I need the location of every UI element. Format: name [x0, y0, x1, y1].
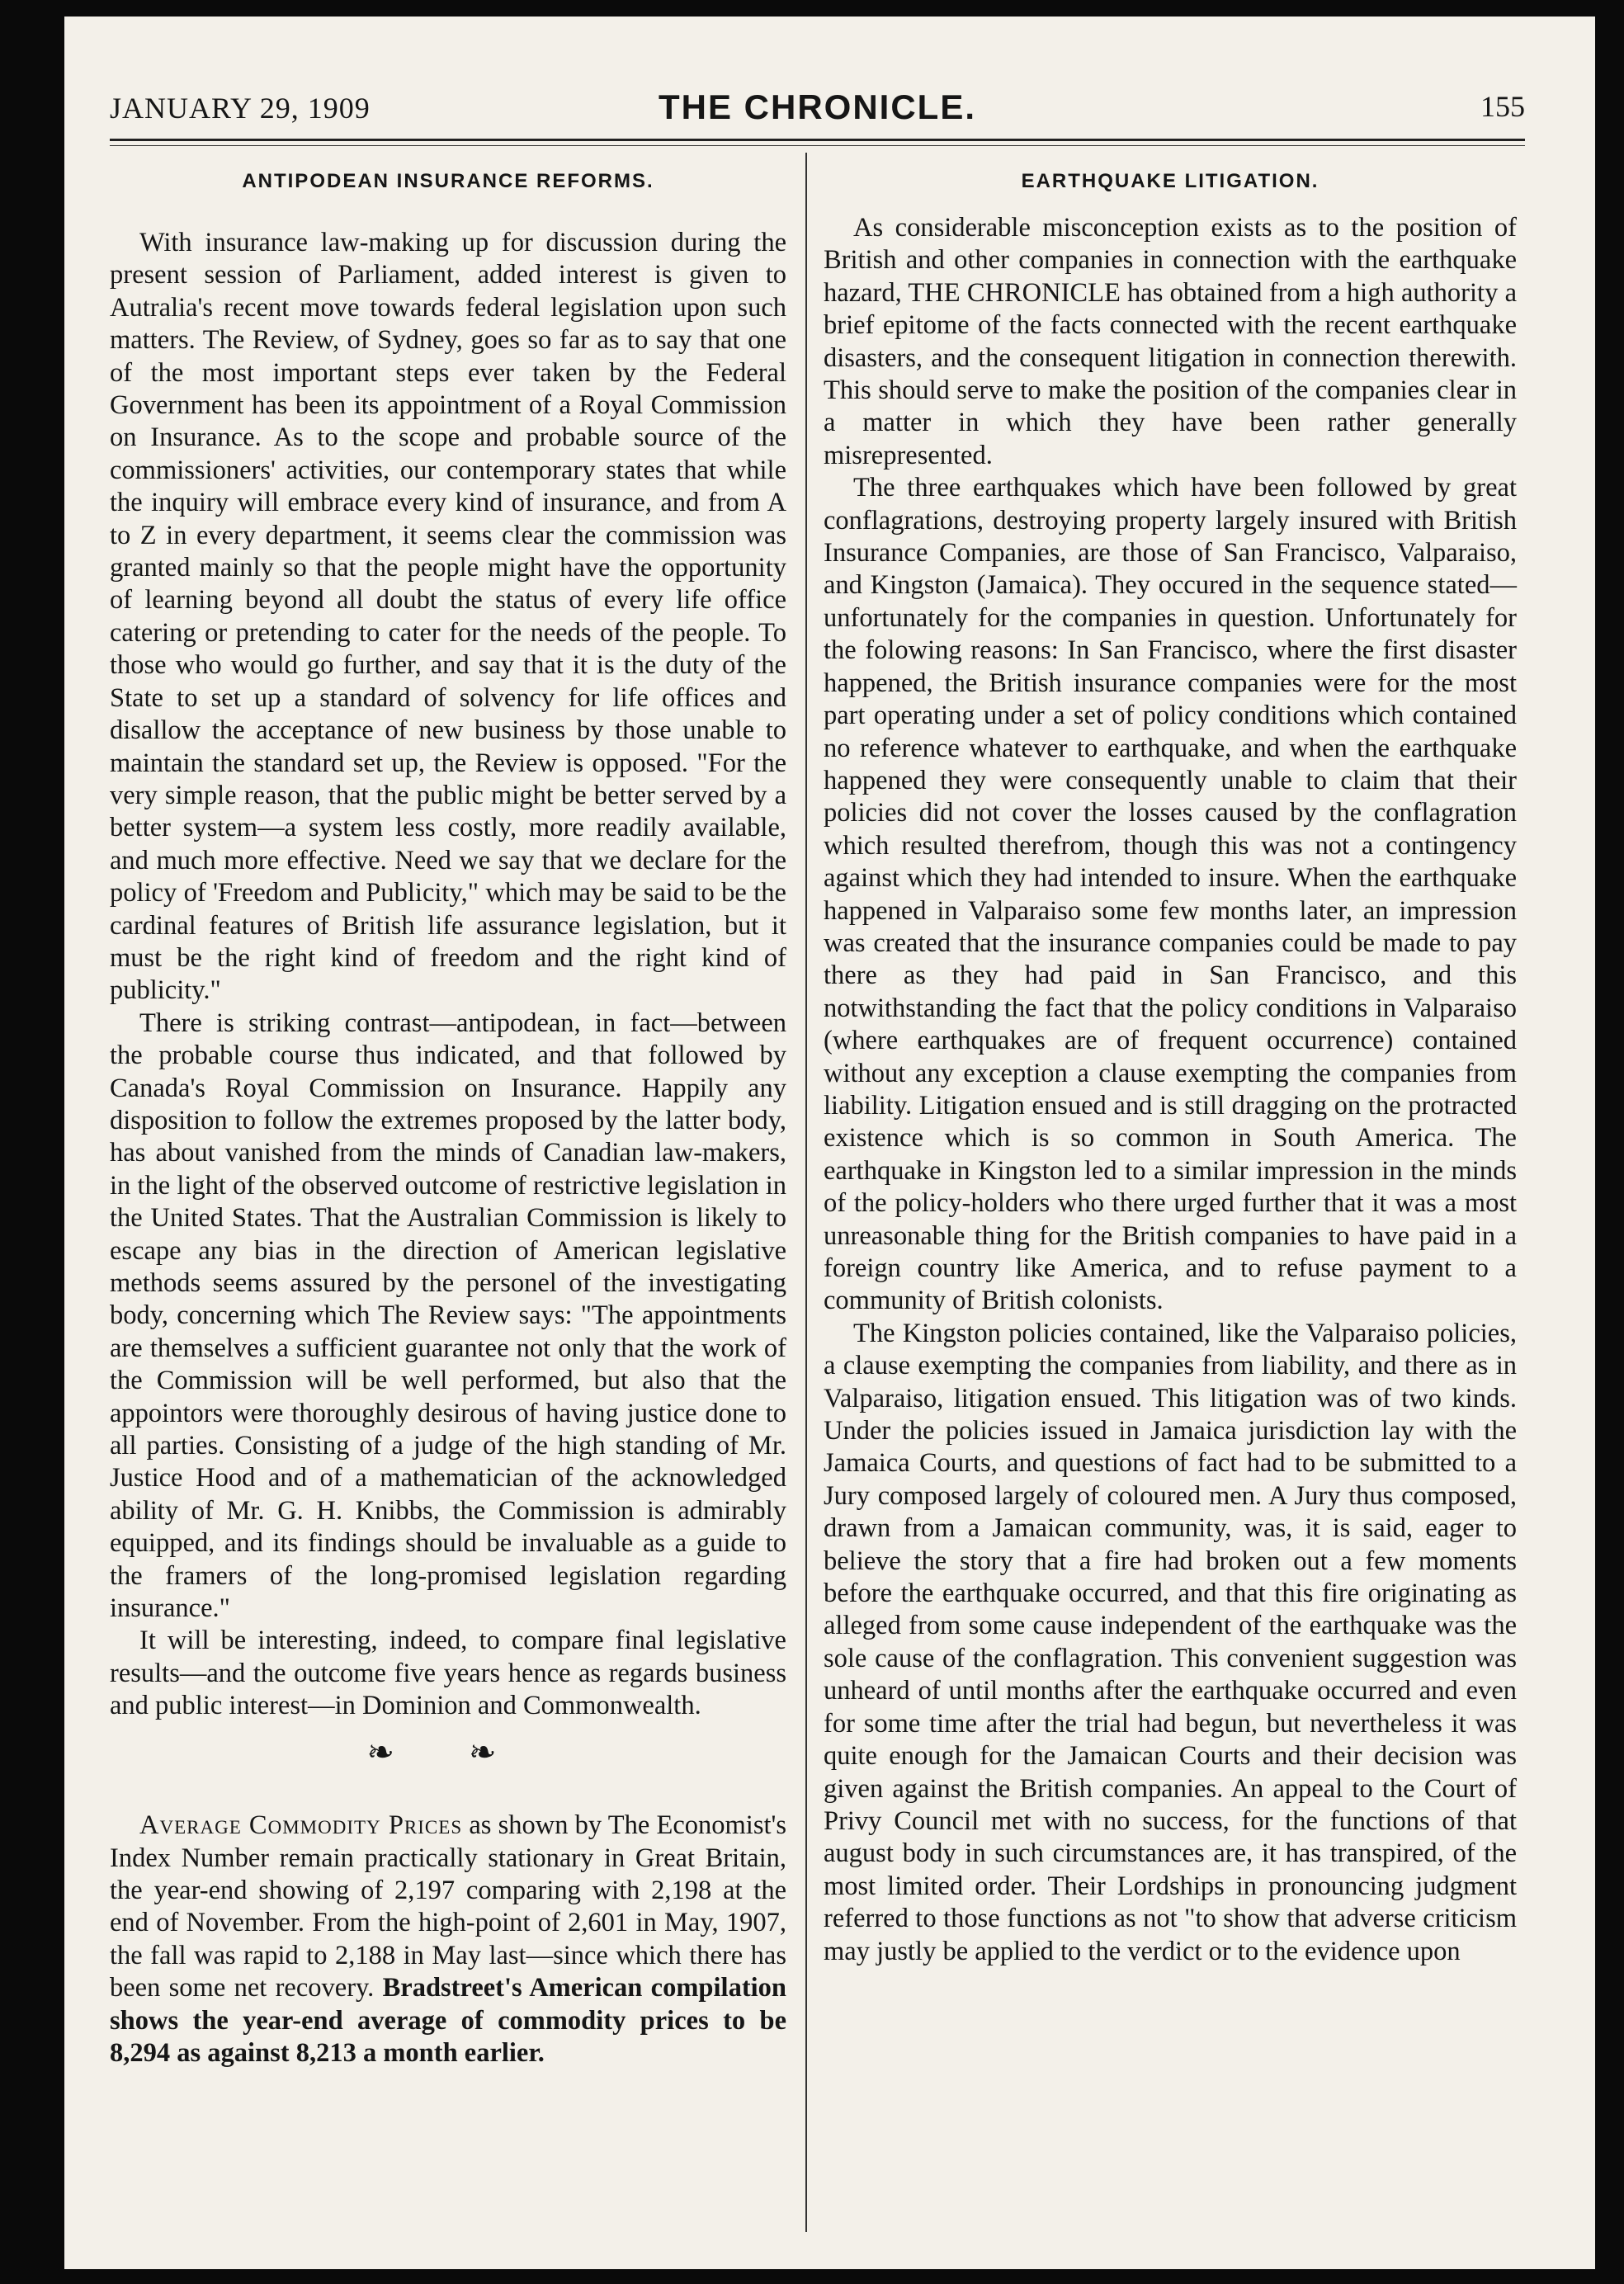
paragraph: The Kingston policies contained, like the Valparaiso policies, a clause exempting the companies from liability, and there as in Valparaiso, litigation ensued. This litigation was of two kinds. Under the policies issued in Jamaica jurisdiction lay with the Jamaica Courts, and questions of fact had to be submitted to a Jury composed largely of coloured men. A Jury thus composed, drawn from a Jamaican community, was, it is said, eager to believe the story that a fire had broken out a few moments before the earthquake occurred, and that this fire originating as alleged from some cause independent of the earthquake was the sole cause of the conflagration. This convenient suggestion was unheard of until months after the earthquake occurred and even for some time after the trial had begun, but nevertheless it was quite enough for the Jamaican Courts and their decision was given against the British companies. An appeal to the Court of Privy Council met with no success, for the functions of that august body in such circumstances are, it has transpired, of the most limited order. Their Lordships in pronouncing judgment referred to those functions as not "to show that adverse criticism may justly be applied to the verdict or to the evidence upon: [824, 1318, 1517, 1966]
newspaper-page: [64, 17, 1595, 2269]
page-number: 155: [1480, 90, 1525, 123]
article-heading-earthquake: EARTHQUAKE LITIGATION.: [1021, 170, 1320, 192]
paragraph: There is striking contrast—antipodean, in fact—between the probable course thus indicated, and that followed by Canada's Royal Commission on Insurance. Happily any disposition to follow the extremes proposed by the latter body, has about vanished from the minds of Canadian law-makers, in the light of the observed outcome of restrictive legislation in the United States. That the Australian Commission is likely to escape any bias in the direction of American legislative methods seems assured by the personel of the investigating body, concerning which The Review says: "The appointments are themselves a sufficient guarantee not only that the work of the Commission will be well performed, but also that the appointors were thoroughly desirous of having justice done to all parties. Consisting of a judge of the high standing of Mr. Justice Hood and of a mathematician of the acknowledged ability of Mr. G. H. Knibbs, the Commission is admirably equipped, and its findings should be invaluable as a guide to the framers of the long-promised legislation regarding insurance.": [110, 1008, 786, 1624]
right-column: [824, 169, 1517, 1968]
header-rule-thin: [110, 145, 1525, 146]
commodity-lead: Average Commodity Prices: [139, 1810, 463, 1841]
article-heading-antipodean: ANTIPODEAN INSURANCE REFORMS.: [242, 170, 654, 192]
page-header: [110, 74, 1525, 124]
issue-date: JANUARY 29, 1909: [110, 92, 371, 125]
paragraph: It will be interesting, indeed, to compare final legislative results—and the outcome five years hence as regards business and public interest—in Dominion and Commonwealth.: [110, 1626, 786, 1721]
commodity-text: as shown by The Economist's Index Number remain practically stationary in Great Britain, the year-end showing of 2,197 comparing with 2,198 at the end of November. From the high-point of 2,601 in May, 1907, the fall was rapid to 2,188 in May last—since which there has been some net recovery.: [110, 1810, 786, 2003]
column-divider: [805, 153, 807, 2232]
left-column: [110, 169, 786, 2069]
paragraph: As considerable misconception exists as to the position of British and other companies in connection with the earthquake hazard, THE CHRONICLE has obtained from a high authority a brief epitome of the facts connected with the recent earthquake disasters, and the consequent litigation in connection therewith. This should serve to make the position of the companies clear in a matter in which they have been rather generally misrepresented.: [824, 213, 1517, 470]
commodity-bold-text: Bradstreet's American compilation shows the year-end average of commodity prices to be 8,294 as against 8,213 a month earlier.: [110, 1973, 786, 2068]
publication-title: THE CHRONICLE.: [659, 87, 976, 126]
paragraph: The three earthquakes which have been followed by great conflagrations, destroying property largely insured with British Insurance Companies, are those of San Francisco, Valparaiso, and Kingston (Jamaica). They occured in the sequence stated—unfortunately for the companies in question. Unfortunately for the folowing reasons: In San Francisco, where the first disaster happened, the British insurance companies were for the most part operating under a set of policy conditions which contained no reference whatever to earthquake, and when the earthquake happened they were consequently unable to claim that their policies did not cover the losses caused by the conflagration which resulted therefrom, though this was not a contingency against which they had intended to insure. When the earthquake happened in Valparaiso some few months later, an impression was created that the insurance companies could be made to pay there as they had paid in San Francisco, and this notwithstanding the fact that the policy conditions in Valparaiso (where earthquakes are of frequent occurrence) contained without any exception a clause exempting the companies from liability. Litigation ensued and is still dragging on the protracted existence which is so common in South America. The earthquake in Kingston led to a similar impression in the minds of the policy-holders who there urged further that it was a most unreasonable thing for the British companies to have paid in a foreign country like America, and to refuse payment to a community of British colonists.: [824, 473, 1517, 1316]
paragraph: With insurance law-making up for discussion during the present session of Parliament, added interest is given to Autralia's recent move towards federal legislation upon such matters. The Review, of Sydney, goes so far as to say that one of the most important steps ever taken by the Federal Government has been its appointment of a Royal Commission on Insurance. As to the scope and probable source of the commissioners' activities, our contemporary states that while the inquiry will embrace every kind of insurance, and from A to Z in every department, it seems clear the commission was granted mainly so that the people might have the opportunity of learning beyond all doubt the status of every life office catering or pretending to cater for the needs of the people. To those who would go further, and say that it is the duty of the State to set up a standard of solvency for life offices and disallow the acceptance of new business by those unable to maintain the standard set up, the Review is opposed. "For the very simple reason, that the public might be better served by a better system—a system less costly, more readily available, and much more effective. Need we say that we declare for the policy of 'Freedom and Publicity," which may be said to be the cardinal features of British life assurance legislation, but it must be the right kind of freedom and the right kind of publicity.": [110, 228, 786, 1006]
header-rule: [110, 139, 1525, 141]
section-ornament: ❧ ❧: [366, 1733, 530, 1771]
commodity-paragraph: [110, 1810, 786, 2069]
